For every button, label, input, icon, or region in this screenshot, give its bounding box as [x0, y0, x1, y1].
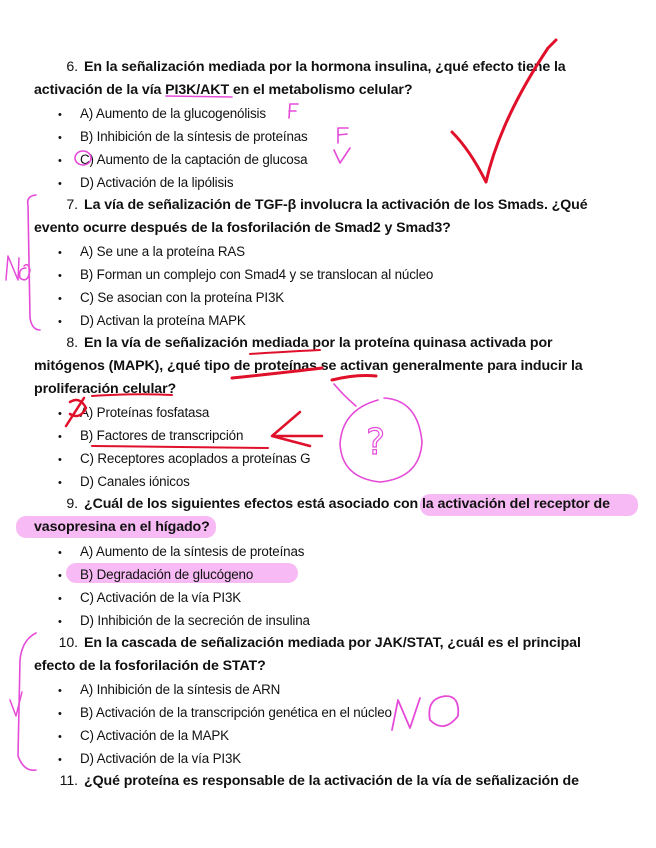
option-10d: • D) Activación de la vía PI3K: [58, 751, 242, 766]
option-7c: • C) Se asocian con la proteína PI3K: [58, 290, 285, 305]
question-mark-text: ?: [366, 422, 386, 463]
option-6b: • B) Inhibición de la síntesis de proteínas: [58, 129, 308, 144]
circle-question: [340, 398, 422, 482]
question-number: 11.: [59, 773, 78, 789]
question-number: 7.: [66, 197, 78, 213]
question-number: 9.: [66, 496, 78, 512]
option-8d: • D) Canales iónicos: [58, 474, 190, 489]
question-9: [34, 493, 624, 539]
option-9a: • A) Aumento de la síntesis de proteínas: [58, 544, 305, 559]
question-11: [34, 770, 624, 793]
option-10c: • C) Activación de la MAPK: [58, 728, 229, 743]
option-9b: • B) Degradación de glucógeno: [58, 567, 254, 582]
option-8b: • B) Factores de transcripción: [58, 428, 244, 443]
f-mark-a: [289, 104, 298, 118]
question-7: [34, 194, 624, 240]
question-6: [34, 56, 624, 102]
option-9d: • D) Inhibición de la secreción de insulina: [58, 613, 310, 628]
option-8a: • A) Proteínas fosfatasa: [58, 405, 210, 420]
question-number: 6.: [66, 59, 78, 75]
option-10b: • B) Activación de la transcripción genética en el núcleo: [58, 705, 392, 720]
question-text: ¿Cuál de los siguientes efectos está asociado con la activación del receptor de vasopresina en el hígado?: [34, 496, 610, 535]
option-6a: • A) Aumento de la glucogenólisis: [58, 106, 266, 121]
option-6d: • D) Activación de la lipólisis: [58, 175, 234, 190]
option-8c: • C) Receptores acoplados a proteínas G: [58, 451, 311, 466]
question-10: [34, 632, 624, 678]
v-mark: [334, 148, 350, 163]
question-text: La vía de señalización de TGF-β involucra la activación de los Smads. ¿Qué evento ocurre después de la fosforilación de Smad2 y Smad3?: [34, 197, 588, 236]
question-text: En la vía de señalización mediada por la proteína quinasa activada por mitógenos (MAPK), ¿qué tipo de proteínas se activan generalmente para inducir la proliferación celular?: [34, 335, 583, 397]
question-text: En la cascada de señalización mediada por JAK/STAT, ¿cuál es el principal efecto de la fosforilación de STAT?: [34, 635, 581, 674]
option-9c: • C) Activación de la vía PI3K: [58, 590, 242, 605]
option-7a: • A) Se une a la proteína RAS: [58, 244, 245, 259]
option-6c: • C) Aumento de la captación de glucosa: [58, 152, 308, 167]
red-arrow-b: [272, 412, 322, 446]
no-right: [392, 696, 458, 730]
pink-tick-q10: [10, 692, 22, 716]
question-number: 8.: [66, 335, 78, 351]
question-text: En la señalización mediada por la hormona insulina, ¿qué efecto tiene la activación de la vía PI3K/AKT en el metabolismo celular?: [34, 59, 566, 98]
option-7d: • D) Activan la proteína MAPK: [58, 313, 246, 328]
option-7b: • B) Forman un complejo con Smad4 y se translocan al núcleo: [58, 267, 434, 282]
option-10a: • A) Inhibición de la síntesis de ARN: [58, 682, 281, 697]
question-8: [34, 332, 624, 401]
question-text: ¿Qué proteína es responsable de la activación de la vía de señalización de: [84, 773, 579, 789]
f-mark-b: [338, 128, 348, 143]
no-left: [6, 256, 30, 280]
question-number: 10.: [58, 635, 78, 651]
